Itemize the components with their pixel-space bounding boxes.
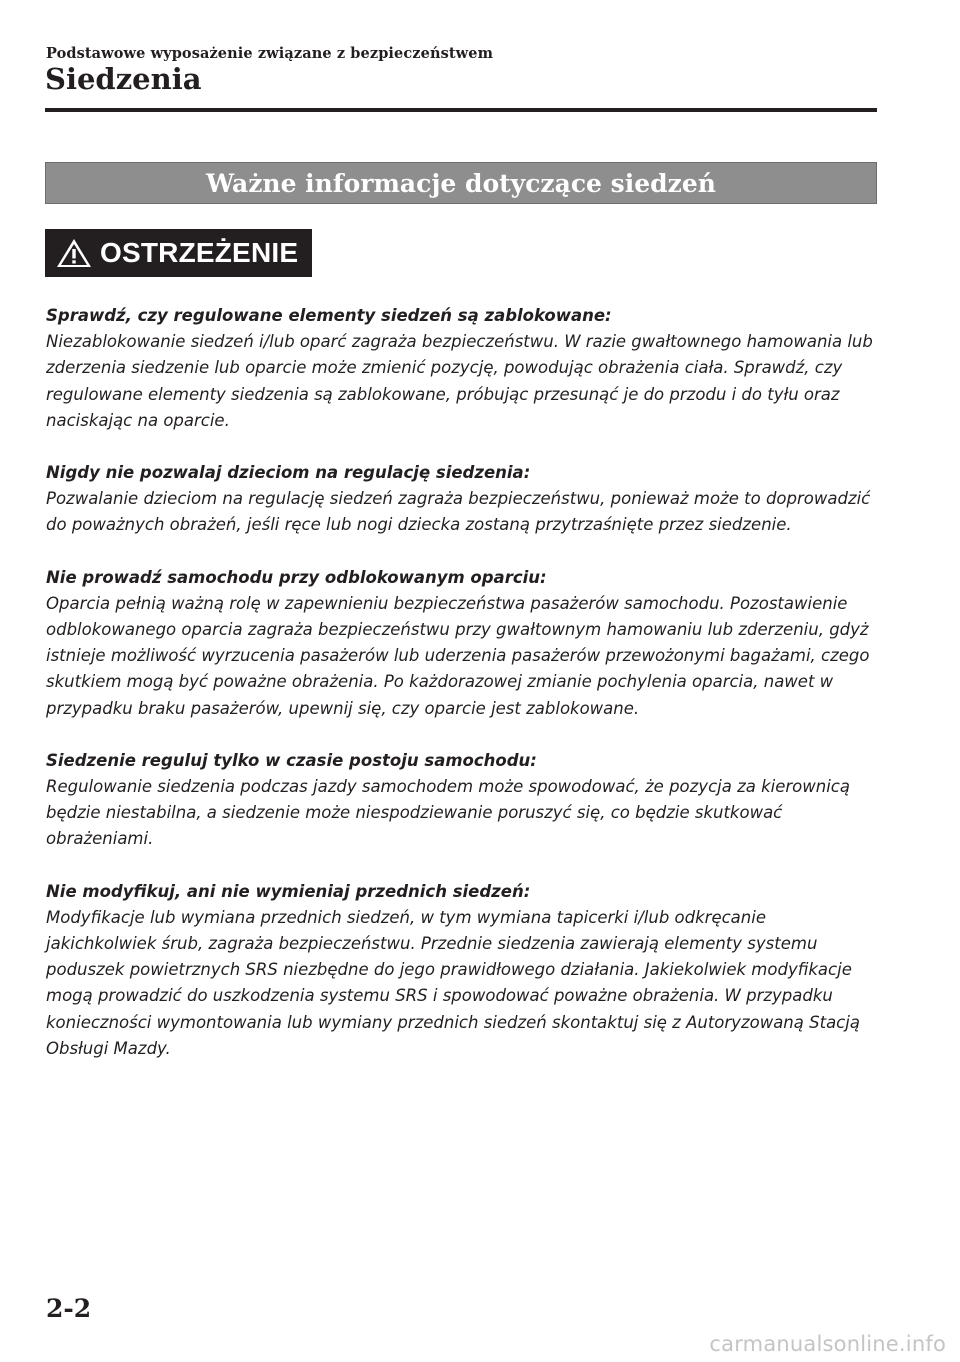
section-banner: [45, 162, 877, 204]
warning-label: OSTRZEŻENIE: [100, 237, 299, 268]
section-title: Ważne informacje dotyczące siedzeń: [206, 168, 716, 198]
warning-block: [46, 879, 876, 1062]
page-number: 2-2: [46, 1294, 92, 1323]
warning-block: [46, 303, 876, 434]
warning-content: [46, 303, 876, 1088]
warning-body: Oparcia pełnią ważną rolę w zapewnieniu bezpieczeństwa pasażerów samochodu. Pozostawienie odblokowanego oparcia zagraża bezpieczeństwu przy gwałtownym hamowaniu lub zderzeniu, gdyż istnieje możliwość wyrzucenia pasażerów lub uderzenia pasażerów przewożonymi bagażami, czego skutkiem mogą być poważne obrażenia. Po każdorazowej zmianie pochylenia oparcia, nawet w przypadku braku pasażerów, upewnij się, czy oparcie jest zablokowane.: [46, 593, 870, 718]
page-title: Siedzenia: [45, 62, 202, 96]
warning-heading: Nigdy nie pozwalaj dzieciom na regulację siedzenia:: [46, 463, 531, 483]
warning-body: Regulowanie siedzenia podczas jazdy samochodem może spowodować, że pozycja za kierownicą będzie niestabilna, a siedzenie może niespodziewanie poruszyć się, co będzie skutkować obrażeniami.: [46, 777, 850, 849]
warning-body: Niezablokowanie siedzeń i/lub oparć zagraża bezpieczeństwu. W razie gwałtownego hamowania lub zderzenia siedzenie lub oparcie może zmienić pozycję, powodując obrażenia ciała. Sprawdź, czy regulowane elementy siedzenia są zablokowane, próbując przesunąć je do przodu i do tyłu oraz naciskając na oparcie.: [46, 332, 873, 430]
warning-body: Pozwalanie dzieciom na regulację siedzeń zagraża bezpieczeństwu, ponieważ może to doprowadzić do poważnych obrażeń, jeśli ręce lub nogi dziecka zostaną przytrzaśnięte przez siedzenie.: [46, 489, 871, 535]
title-rule: [45, 108, 877, 112]
warning-heading: Nie modyfikuj, ani nie wymieniaj przednich siedzeń:: [46, 881, 531, 901]
warning-heading: Sprawdź, czy regulowane elementy siedzeń są zablokowane:: [46, 306, 612, 325]
warning-body: Modyfikacje lub wymiana przednich siedzeń, w tym wymiana tapicerki i/lub odkręcanie jakichkolwiek śrub, zagraża bezpieczeństwu. Przednie siedzenia zawierają elementy systemu poduszek powietrznych SRS niezbędne do jego prawidłowego działania. Jakiekolwiek modyfikacje mogą prowadzić do uszkodzenia systemu SRS i spowodować poważne obrażenia. W przypadku konieczności wymontowania lub wymiany przednich siedzeń skontaktuj się z Autoryzowaną Stacją Obsługi Mazdy.: [46, 907, 860, 1058]
warning-block: [46, 748, 876, 853]
breadcrumb: Podstawowe wyposażenie związane z bezpieczeństwem: [46, 45, 494, 62]
warning-block: [46, 565, 876, 722]
watermark: carmanualsonline.info: [709, 1332, 946, 1356]
warning-heading: Nie prowadź samochodu przy odblokowanym oparciu:: [46, 567, 547, 587]
warning-triangle-icon: [56, 238, 92, 268]
warning-heading: Siedzenie reguluj tylko w czasie postoju samochodu:: [46, 750, 537, 770]
warning-badge: [45, 229, 312, 277]
warning-block: [46, 460, 876, 539]
